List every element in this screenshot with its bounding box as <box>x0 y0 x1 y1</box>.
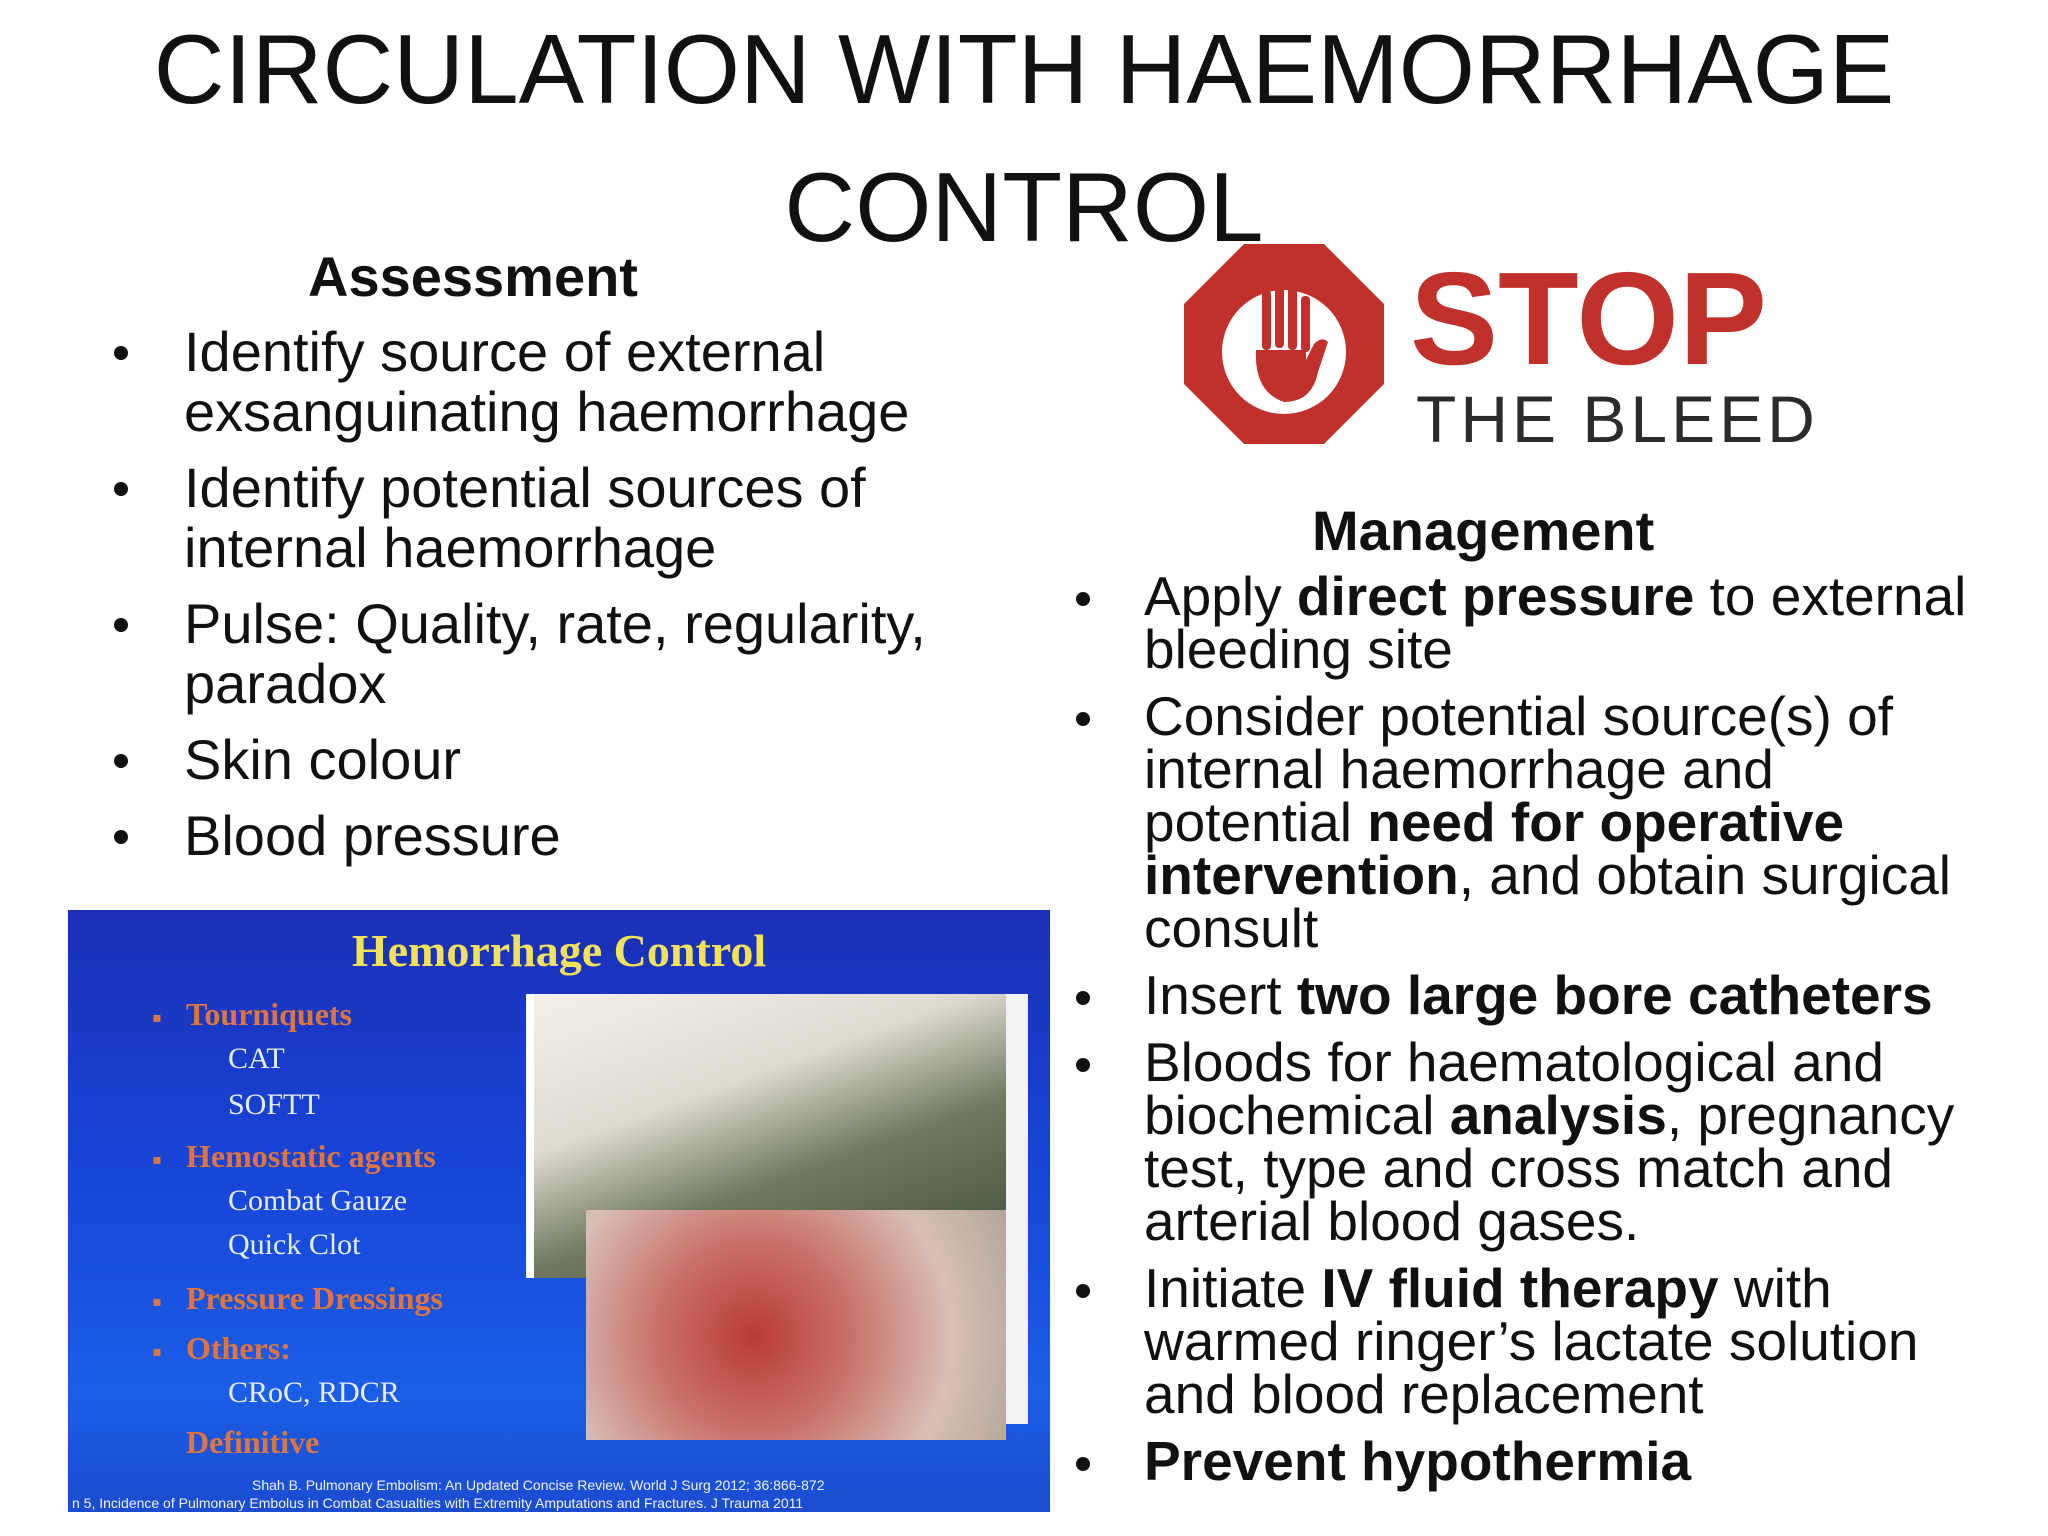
assessment-heading: Assessment <box>308 245 638 308</box>
bullet-icon <box>114 830 128 844</box>
bullet-icon <box>1076 1284 1090 1298</box>
slide-subitem: CRoC, RDCR <box>228 1376 400 1409</box>
list-item: Identify potential sources of internal haemorrhage <box>184 458 1014 578</box>
slide-item: Others: <box>186 1330 291 1366</box>
bullet-icon <box>114 482 128 496</box>
bullet-icon <box>1076 1058 1090 1072</box>
slide-item: Definitive <box>186 1424 320 1460</box>
list-item: Apply direct pressure to external bleeding site <box>1144 570 2024 676</box>
hemorrhage-control-slide-image <box>68 910 1050 1512</box>
bullet-icon: ▪ <box>152 1336 162 1367</box>
slide-subitem: Quick Clot <box>228 1228 361 1261</box>
list-item: Identify source of external exsanguinating haemorrhage <box>184 322 1014 442</box>
list-item: Initiate IV fluid therapy with warmed ringer’s lactate solution and blood replacement <box>1144 1262 2024 1421</box>
stop-the-bleed-logo <box>1182 242 1822 457</box>
title-line-2: CONTROL <box>784 152 1264 262</box>
slide-subitem: CAT <box>228 1042 285 1075</box>
list-item: Consider potential source(s) of internal haemorrhage and potential need for operative intervention, and obtain surgical consult <box>1144 690 2024 955</box>
title-line-1: CIRCULATION WITH HAEMORRHAGE <box>153 14 1895 124</box>
list-item: Skin colour <box>184 730 1014 790</box>
bullet-icon: ▪ <box>152 1144 162 1175</box>
slide-subitem: Combat Gauze <box>228 1184 408 1217</box>
bullet-icon <box>114 618 128 632</box>
list-item: Blood pressure <box>184 806 1014 866</box>
logo-stop-text: STOP <box>1410 245 1768 392</box>
slide-item: Tourniquets <box>186 996 352 1032</box>
slide-item: Hemostatic agents <box>186 1138 436 1174</box>
management-list <box>1144 565 2024 1502</box>
photo-edge <box>1006 994 1028 1424</box>
list-item: Pulse: Quality, rate, regularity, paradox <box>184 594 1014 714</box>
bullet-icon <box>1076 1457 1090 1471</box>
bullet-icon: ▪ <box>152 1002 162 1033</box>
slide-subitem: SOFTT <box>228 1088 320 1121</box>
slide-footnote: Shah B. Pulmonary Embolism: An Updated Concise Review. World J Surg 2012; 36:866-872 n 5, Incidence of Pulmonary Embolus in Combat Casualties with Extremity Amputations and Fractures. J Trauma 2011 <box>72 1477 825 1511</box>
slide-title: Hemorrhage Control <box>351 925 767 976</box>
logo-the-bleed-text: THE BLEED <box>1416 382 1819 456</box>
list-item: Insert two large bore catheters <box>1144 969 2024 1022</box>
bullet-icon <box>114 346 128 360</box>
page-title <box>0 0 2048 276</box>
assessment-list <box>184 322 1014 882</box>
list-item: Bloods for haematological and biochemical analysis, pregnancy test, type and cross match and arterial blood gases. <box>1144 1036 2024 1248</box>
wound-photo <box>586 1210 1006 1440</box>
bullet-icon <box>1076 991 1090 1005</box>
bullet-icon <box>114 754 128 768</box>
slide-item: Pressure Dressings <box>186 1280 443 1316</box>
management-heading: Management <box>1312 499 1655 562</box>
list-item: Prevent hypothermia <box>1144 1435 2024 1488</box>
bullet-icon <box>1076 592 1090 606</box>
bullet-icon: ▪ <box>152 1286 162 1317</box>
bullet-icon <box>1076 712 1090 726</box>
